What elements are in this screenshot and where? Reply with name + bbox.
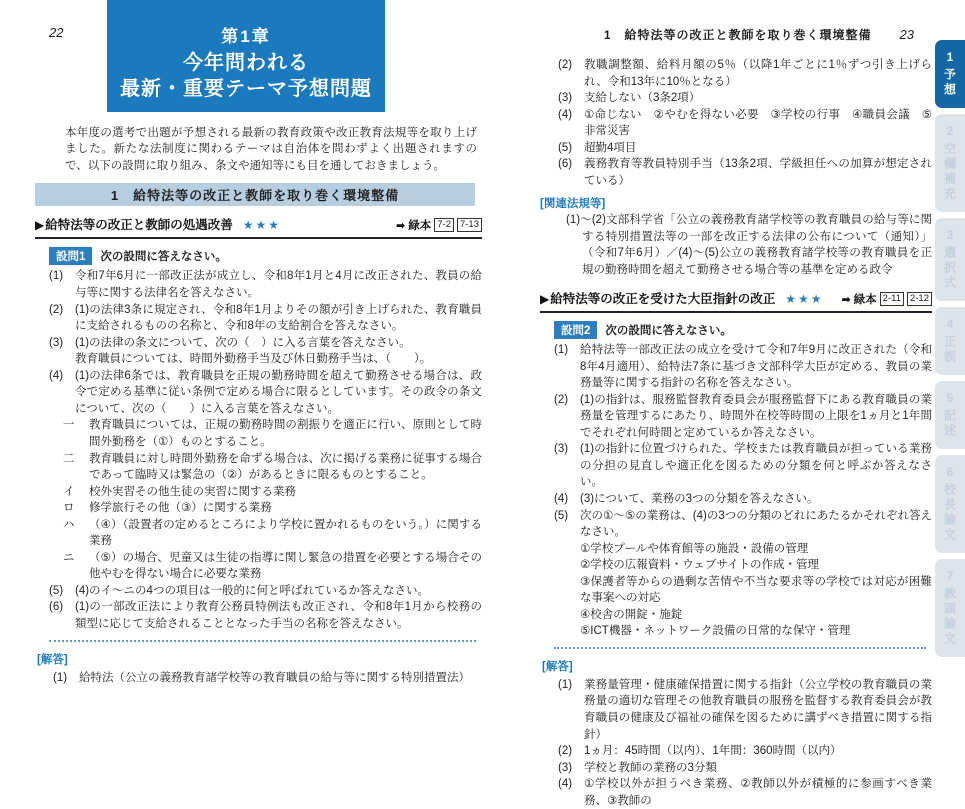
item-marker — [49, 351, 75, 368]
tab-label: 校長論文 — [942, 483, 957, 543]
item-text: （④）（設置者の定めるところにより学校に置かれるものをいう。）に関する業務 — [89, 518, 482, 548]
item-text: 支給しない（3条2項） — [584, 92, 701, 105]
answer-item — [558, 760, 932, 777]
item-text: (1)の指針は、服務監督教育委員会が服務監督下にある教育職員の業務量を管理するにあたり、時間外在校等時間の上限を1ヵ月と1年間でそれぞれ何時間と定めているか答えなさい。 — [580, 393, 932, 439]
difficulty-stars: ★★★ — [242, 217, 282, 232]
sidebar-tab[interactable] — [935, 307, 965, 375]
item-marker: ハ — [63, 518, 75, 531]
item-text: ②学校の広報資料・ウェブサイトの作成・管理 — [580, 559, 820, 572]
question-item — [63, 517, 482, 550]
answers-right — [540, 677, 932, 809]
question1-items — [35, 268, 482, 632]
answer-item — [558, 776, 932, 809]
item-text: (1)の一部改正法により教育公務員特例法も改正され、令和8年1月から校務の類型に応じて支給されることとなった手当の名称を答えなさい。 — [75, 601, 482, 630]
tab-number: 7 — [943, 569, 957, 583]
answer-item — [558, 677, 932, 743]
item-marker — [554, 607, 580, 624]
related-laws-label: [関連法規等] — [540, 198, 606, 211]
item-text: ①学校以外が担うべき業務、②教師以外が積極的に参画すべき業務、③教師の — [584, 778, 932, 807]
sidebar-tab[interactable] — [935, 381, 965, 449]
arrow-right-icon: ➡ — [396, 219, 406, 232]
question-item — [49, 599, 482, 632]
item-marker: (4) — [49, 369, 64, 382]
tab-number: 2 — [943, 124, 957, 138]
answer-label-right: [解答] — [542, 660, 573, 673]
tab-number: 3 — [943, 228, 957, 242]
page-number-left: 22 — [49, 25, 64, 40]
item-marker — [554, 541, 580, 558]
item-text: ⑤ICT機器・ネットワーク設備の日常的な保守・管理 — [580, 625, 851, 638]
item-text: (1)の法律6条では、教育職員を正規の勤務時間を超えて勤務させる場合は、政令で定める基準に従い条例で定める場合に限るとしています。その政令の条文について、次の（ ）に入る言葉を答えなさい。 — [75, 369, 482, 415]
chapter-intro: 本年度の選考で出題が予想される最新の教育政策や改正教育法規等を取り上げました。新たな法制度に関わるテーマは自治体を問わずよく出題されますので、以下の設問に取り組み、条文や通知等にも目を通しておきましょう。 — [65, 127, 477, 172]
question-item — [554, 392, 932, 442]
reference-badge: 7-2 — [434, 218, 454, 232]
question-item — [554, 574, 932, 607]
item-text: 次の①～⑤の業務は、(4)の3つの分類のどれにあたるかそれぞれ答えなさい。 — [580, 509, 932, 539]
right-page — [540, 0, 932, 809]
subsection-header-2 — [540, 289, 932, 314]
running-header — [540, 26, 914, 43]
triangle-bullet-icon: ▶ — [540, 291, 550, 306]
tab-label: 空欄補充 — [942, 142, 957, 202]
tab-number: 4 — [943, 317, 957, 331]
sidebar-tab[interactable] — [935, 455, 965, 553]
answer-item — [558, 743, 932, 760]
question-item — [49, 268, 482, 301]
sidebar-tab[interactable] — [935, 114, 965, 212]
question-item — [49, 583, 482, 600]
question-item — [63, 451, 482, 484]
item-marker: (4) — [558, 108, 573, 121]
chapter-number: 第1章 — [221, 27, 271, 46]
item-marker: (2) — [558, 59, 573, 71]
question-item — [554, 607, 932, 624]
question2-badge: 設問2 — [554, 321, 597, 339]
item-text: (1)の法律3条に規定され、令和8年1月よりその額が引き上げられた、教育職員に支給されるものの名称と、令和8年の支給割合を答えなさい。 — [75, 303, 482, 333]
item-text: 1ヵ月：45時間（以内）、1年間：360時間（以内） — [584, 745, 842, 758]
subsection-title: 給特法等の改正と教師の処遇改善 — [45, 217, 233, 232]
reference-label: 緑本 — [853, 294, 877, 307]
question2-header — [554, 321, 932, 339]
sidebar-tab[interactable] — [935, 559, 965, 657]
question-item — [63, 417, 482, 450]
item-marker: (1) — [49, 270, 64, 283]
tab-number: 5 — [943, 391, 957, 405]
item-marker: (4) — [554, 492, 569, 505]
item-text: 給特法（公立の義務教育諸学校等の教育職員の給与等に関する特別措置法） — [79, 671, 470, 684]
item-marker: (4) — [558, 778, 573, 791]
item-text: 教育職員に対し時間外勤務を命ずる場合は、次に掲げる業務に従事する場合であって臨時又は緊急の（②）があるときに限るものとすること。 — [89, 452, 482, 482]
question-item — [554, 342, 932, 392]
item-marker: (5) — [554, 509, 569, 522]
item-marker: (1) — [554, 344, 569, 357]
tab-label: 選択式 — [942, 246, 957, 291]
page-number-right: 23 — [899, 27, 914, 42]
arrow-right-icon: ➡ — [841, 293, 851, 306]
reference-group — [396, 217, 482, 233]
answer-item — [558, 90, 932, 107]
item-text: 超勤4項目 — [584, 141, 637, 154]
question-item — [554, 508, 932, 541]
subsection-header-1 — [35, 215, 482, 240]
reference-group — [841, 291, 932, 307]
reference-badge: 2-12 — [907, 292, 932, 306]
running-title: 1 給特法等の改正と教師を取り巻く環境整備 — [603, 28, 872, 42]
dotted-divider — [49, 640, 476, 642]
item-text: 校外実習その他生徒の実習に関する業務 — [89, 485, 296, 498]
item-text: 義務教育等教員特別手当（13条2項、学級担任への加算が想定されている） — [584, 158, 932, 187]
left-page — [35, 0, 482, 686]
item-marker: (6) — [49, 601, 64, 614]
item-marker: (3) — [49, 336, 64, 349]
tab-label: 予想 — [942, 68, 957, 98]
tab-number: 1 — [943, 50, 957, 64]
item-text: (3)について、業務の3つの分類を答えなさい。 — [580, 492, 819, 505]
item-text: ④校舎の開錠・施錠 — [580, 608, 683, 621]
item-marker — [554, 623, 580, 640]
answer-item — [558, 140, 932, 157]
subsection-title: 給特法等の改正を受けた大臣指針の改正 — [550, 291, 776, 306]
item-marker: (3) — [554, 443, 569, 456]
item-text: (1)の法律の条文について、次の（ ）に入る言葉を答えなさい。 — [75, 336, 411, 349]
item-text: （⑤）の場合、児童又は生徒の指導に関し緊急の措置を必要とする場合その他やむを得ない場合に必要な業務 — [89, 551, 482, 581]
item-text: 給特法等一部改正法の成立を受けて令和7年9月に改正された（令和8年4月適用）、給特法7条に基づき文部科学大臣が定める、教員の業務量等に関する指針の名称を答えなさい。 — [580, 344, 932, 390]
item-marker: イ — [63, 485, 75, 498]
question2-lead: 次の設問に答えなさい。 — [605, 325, 732, 338]
chapter-title-box — [107, 0, 385, 112]
question1-badge: 設問1 — [49, 247, 92, 265]
question-item — [49, 351, 482, 368]
item-marker: (3) — [558, 761, 573, 774]
answer-item — [558, 107, 932, 140]
item-marker: (1) — [53, 671, 68, 684]
question-item — [63, 500, 482, 517]
item-marker: (5) — [558, 141, 573, 154]
question-item — [49, 302, 482, 335]
sidebar-tab[interactable] — [935, 218, 965, 301]
dotted-divider — [554, 647, 926, 649]
question2-items — [540, 342, 932, 640]
section-header: 1 給特法等の改正と教師を取り巻く環境整備 — [35, 183, 475, 206]
reference-badge: 7-13 — [457, 218, 482, 232]
item-text: 教育職員については、時間外勤務手当及び休日勤務手当は、（ ）。 — [75, 353, 432, 366]
item-text: ①命じない ②やむを得ない必要 ③学校の行事 ④職員会議 ⑤非常災害 — [584, 108, 932, 138]
tab-label: 教頭論文 — [942, 587, 957, 647]
question-item — [63, 484, 482, 501]
item-text: 教育職員については、正規の勤務時間の割振りを適正に行い、原則として時間外勤務を（①）ものとすること。 — [89, 419, 482, 448]
reference-label: 緑本 — [408, 220, 432, 233]
reference-badge: 2-11 — [880, 292, 904, 306]
item-text: 修学旅行その他（③）に関する業務 — [89, 502, 272, 515]
item-marker: ロ — [63, 502, 75, 515]
item-marker: (6) — [558, 158, 573, 171]
item-text: 令和7年6月に一部改正法が成立し、令和8年1月と4月に改正された、教員の給与等に関する法律名を答えなさい。 — [75, 270, 482, 300]
question1-lead: 次の設問に答えなさい。 — [100, 251, 227, 264]
chapter-tab-index — [935, 40, 965, 657]
item-marker: (2) — [558, 745, 573, 758]
item-marker — [554, 557, 580, 574]
item-marker: (1) — [558, 678, 573, 691]
item-text: 業務量管理・健康確保措置に関する指針（公立学校の教育職員の業務量の適切な管理その他教育職員の服務を監督する教育委員会が教育職員の健康及び福祉の確保を図るために講ずべき措置に関する指針） — [584, 678, 932, 741]
item-text: ①学校プールや体育館等の施設・設備の管理 — [580, 542, 809, 555]
difficulty-stars: ★★★ — [785, 291, 824, 306]
question-item — [49, 368, 482, 418]
item-text: ③保護者等からの過剰な苦情や不当な要求等の学校では対応が困難な事案への対応 — [580, 575, 932, 605]
item-marker — [554, 574, 580, 607]
chapter-title-line: 最新・重要テーマ予想問題 — [120, 78, 372, 100]
question-item — [63, 550, 482, 583]
answers-continued — [540, 57, 932, 189]
triangle-bullet-icon: ▶ — [35, 217, 45, 232]
tab-number: 6 — [943, 465, 957, 479]
item-marker: ニ — [63, 551, 75, 564]
question-item — [49, 335, 482, 352]
question1-header — [49, 247, 482, 265]
item-marker: (3) — [558, 92, 573, 105]
answer-item — [558, 156, 932, 189]
question-item — [554, 541, 932, 558]
answer-label-left: [解答] — [37, 653, 68, 666]
item-marker: (2) — [554, 393, 569, 406]
item-marker: (5) — [49, 584, 64, 597]
question-item — [554, 441, 932, 491]
sidebar-tab[interactable] — [935, 40, 965, 108]
item-text: 教職調整額、給料月額の5％（以降1年ごとに1％ずつ引き上げられ、令和13年に10％となる） — [584, 59, 932, 88]
related-laws-text: (1)～(2)文部科学省「公立の義務教育諸学校等の教育職員の給与等に関する特別措置法等の一部を改正する法律の公布について（通知）」（令和7年6月）／(4)～(5)公立の義務教育諸学校等の教育職員を正規の勤務時間を超えて勤務させる場合等の基準を定める政令 — [566, 214, 932, 277]
item-text: (4)のイ～ニの4つの項目は一般的に何と呼ばれているか答えなさい。 — [75, 584, 429, 597]
item-text: (1)の指針に位置づけられた、学校または教育職員が担っている業務の分担の見直しや適正化を図るための分類を何と呼ぶか答えなさい。 — [580, 443, 932, 489]
item-marker: 二 — [63, 452, 75, 465]
tab-label: 正誤 — [942, 335, 957, 365]
item-marker: 一 — [63, 419, 75, 432]
question-item — [554, 623, 932, 640]
item-marker: (2) — [49, 303, 64, 316]
question-item — [554, 557, 932, 574]
tab-label: 記述 — [942, 409, 957, 439]
item-text: 学校と教師の業務の3分類 — [584, 761, 717, 774]
chapter-title-line: 今年問われる — [183, 52, 309, 74]
question-item — [554, 491, 932, 508]
answer-item — [558, 57, 932, 90]
